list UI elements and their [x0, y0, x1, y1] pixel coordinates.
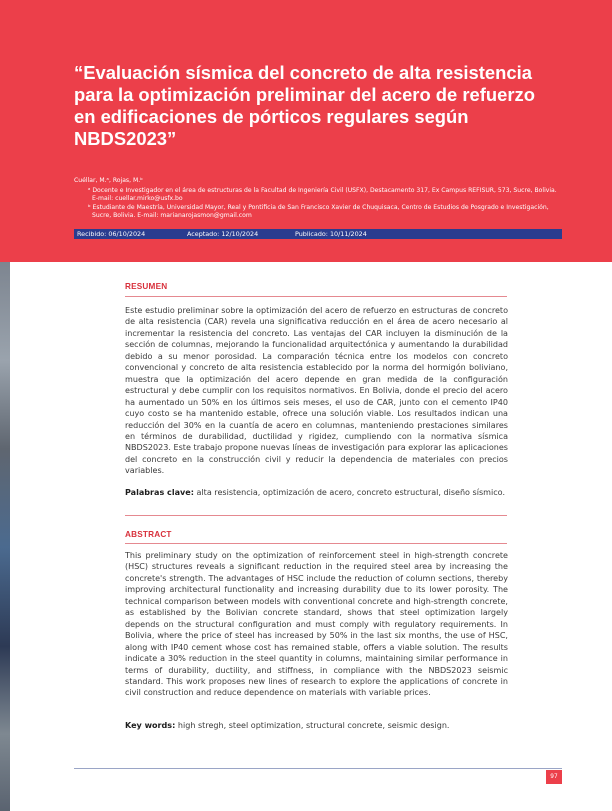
resumen-text: Este estudio preliminar sobre la optimización del acero de refuerzo en estructuras de concreto de alta resistencia (CAR) revela una significativa reducción en el área de acero necesario al incrementar la resistencia del concreto. Las ventajas del CAR incluyen la disminución de la sección de columnas, mejorando la funcionalidad arquitectónica y aumentando la durabilidad debido a su menor porosidad. La comparación técnica entre los modelos con concreto convencional y concreto de alta resistencia establecido por la norma del hormigón boliviano, muestra que la optimización del acero depende en gran medida de la configuración estructural y debe cumplir con los requisitos normativos. En Bolivia, donde el precio del acero ha aumentado un 50% en los últimos seis meses, el uso de CAR, junto con el cemento IP40 cuyo costo se ha mantenido estable, ofrece una solución viable. Los resultados indican una reducción del 30% en la cuantía de acero en columnas, manteniendo prestaciones similares en términos de durabilidad, ductilidad y rigidez, cumpliendo con la normativa sísmica NBDS2023. Este trabajo propone nuevas líneas de investigación para explorar las aplicaciones del concreto en la construcción civil y reducir la dependencia de materiales con precios variables. [125, 306, 508, 476]
abstract-divider [125, 543, 507, 544]
affiliation-a: ᵃ Docente e Investigador en el área de estructuras de la Facultad de Ingeniería Civil (USFX), Destacamento 317, Ex Campus REFISUR, 573, Sucre, Bolivia. E-mail: cuellar.mirko@usfx.bo [88, 186, 557, 203]
article-title: “Evaluación sísmica del concreto de alta resistencia para la optimización preliminar del acero de refuerzo en edificaciones de pórticos regulares según NBDS2023” [74, 62, 535, 149]
received-date: Recibido: 06/10/2024 [77, 230, 146, 238]
abstract-keywords [125, 720, 508, 731]
title-banner [0, 0, 612, 262]
dates-bar [74, 229, 562, 239]
abstract-text: This preliminary study on the optimization of reinforcement steel in high-strength concrete (HSC) structures reveals a significant reduction in the required steel area by increasing the concrete's strength. The advantages of HSC include the reduction of column sections, thereby improving architectural functionality and increasing durability due to its lower porosity. The technical comparison between models with conventional concrete and high-strength concrete, as established by the Bolivian concrete standard, shows that steel optimization largely depends on the structural configuration and must comply with regulatory requirements. In Bolivia, where the price of steel has increased by 50% in the last six months, the use of HSC, along with IP40 cement whose cost has remained stable, offers a viable solution. The results indicate a 30% reduction in the steel quantity in columns, maintaining similar performance in terms of durability, ductility, and stiffness, in compliance with the NBDS2023 seismic standard. This work proposes new lines of research to explore the applications of concrete in civil construction and reduce dependence on materials with variable prices. [125, 551, 508, 698]
resumen-heading: RESUMEN [125, 282, 168, 291]
keywords-label: Palabras clave: [125, 488, 194, 497]
resumen-divider [125, 296, 507, 297]
keywords-values: high stregh, steel optimization, structural concrete, seismic design. [175, 721, 450, 730]
keywords-values: alta resistencia, optimización de acero, concreto estructural, diseño sísmico. [193, 488, 505, 497]
affiliation-b: ᵇ Estudiante de Maestría, Universidad Mayor, Real y Pontificia de San Francisco Xavier de Chuquisaca, Centro de Estudios de Posgrado e Investigación, Sucre, Bolivia. E-mail: marianarojasmon@gmail.com [88, 203, 549, 220]
footer-divider [74, 768, 562, 769]
author-names: Cuéllar, M.ᵃ, Rojas, M.ᵇ [74, 177, 143, 184]
resumen-keywords [125, 487, 508, 498]
side-photo-strip [0, 262, 10, 811]
keywords-label: Key words: [125, 721, 176, 730]
section-divider [125, 515, 507, 516]
accepted-date: Aceptado: 12/10/2024 [187, 230, 259, 238]
published-date: Publicado: 10/11/2024 [295, 230, 367, 238]
abstract-heading: ABSTRACT [125, 530, 172, 539]
page-number: 97 [546, 770, 562, 784]
author-block [74, 177, 562, 221]
